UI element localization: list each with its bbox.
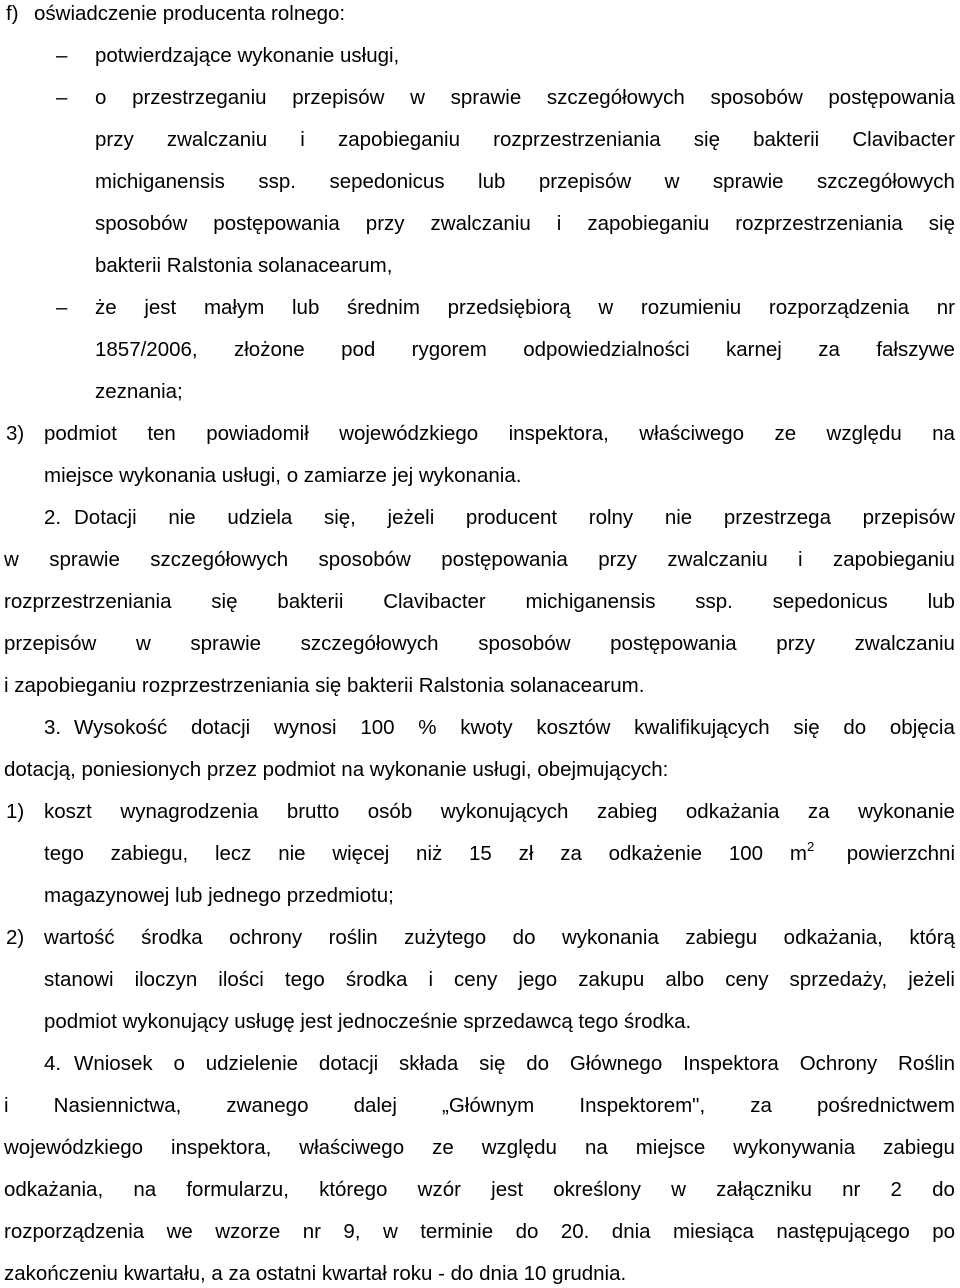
word: wykonujących	[440, 800, 569, 823]
word: jeżeli	[908, 968, 955, 991]
word: o	[95, 86, 107, 109]
word: zwalczaniu	[166, 128, 268, 151]
word: przepisów	[292, 86, 385, 109]
word: określony	[553, 1178, 641, 1201]
word: do	[512, 926, 536, 949]
word: albo	[665, 968, 705, 991]
word: po	[932, 1220, 955, 1243]
word: dalej	[353, 1094, 397, 1117]
word: złożone	[234, 338, 305, 361]
word: zwalczaniu	[667, 548, 768, 571]
word: sposobów	[478, 632, 571, 655]
word: postępowania	[213, 212, 340, 235]
para-3-number: 3.	[44, 716, 62, 739]
word: zł	[518, 842, 534, 865]
word: iloczyn	[134, 968, 198, 991]
word: inspektora,	[508, 422, 609, 445]
bullet-text-line: bakterii Ralstonia solanacearum,	[95, 254, 393, 277]
word: zakupu	[578, 968, 645, 991]
word: nr	[842, 1178, 861, 1201]
word: za	[807, 800, 830, 823]
word: zapobieganiu	[587, 212, 710, 235]
para-3-item-2-label: 2)	[6, 926, 25, 949]
word: do	[526, 1052, 550, 1075]
word: lub	[927, 590, 955, 613]
para-3-item-line	[44, 926, 955, 950]
word: producent	[465, 506, 558, 529]
para-2-line	[4, 632, 955, 656]
word: odkażania,	[783, 926, 883, 949]
word: postępowania	[828, 86, 955, 109]
word: rozprzestrzeniania	[4, 590, 172, 613]
para-3-item-1-label: 1)	[6, 800, 25, 823]
word: Clavibacter	[852, 128, 955, 151]
item-f-text: oświadczenie producenta rolnego:	[34, 2, 346, 25]
word: jeżeli	[387, 506, 435, 529]
word: na	[133, 1178, 157, 1201]
word: 20.	[560, 1220, 590, 1243]
item-3-label: 3)	[6, 422, 25, 445]
word: ceny	[454, 968, 498, 991]
word: miesiąca	[673, 1220, 754, 1243]
word: na	[932, 422, 955, 445]
word: się,	[323, 506, 356, 529]
word: kosztów	[536, 716, 611, 739]
superscript-2: 2	[807, 839, 815, 854]
word: zwalczaniu	[430, 212, 531, 235]
word: sposobów	[710, 86, 803, 109]
word: bakterii	[277, 590, 344, 613]
word: sprawie	[190, 632, 262, 655]
word: formularzu,	[186, 1178, 289, 1201]
word: stanowi	[44, 968, 114, 991]
bullet-text: potwierdzające wykonanie usługi,	[95, 44, 400, 67]
word: sepedonicus	[772, 590, 888, 613]
word: karnej	[726, 338, 782, 361]
para-2-line: i zapobieganiu rozprzestrzeniania się bakterii Ralstonia solanacearum.	[4, 674, 645, 697]
word: szczegółowych	[300, 632, 439, 655]
word: jest	[144, 296, 177, 319]
word: powiadomił	[206, 422, 309, 445]
bullet-text-line	[95, 296, 955, 320]
para-3-line: dotacją, poniesionych przez podmiot na wykonanie usługi, obejmujących:	[4, 758, 669, 781]
bullet-text-line	[95, 170, 955, 194]
word: właściwego	[299, 1136, 405, 1159]
word: środka	[141, 926, 203, 949]
word: jest	[491, 1178, 524, 1201]
word: rozprzestrzeniania	[735, 212, 903, 235]
word: szczegółowych	[546, 86, 685, 109]
word: rozprzestrzeniania	[493, 128, 661, 151]
word: nr	[936, 296, 955, 319]
word: brutto	[286, 800, 340, 823]
word: się	[793, 716, 820, 739]
word: średnim	[347, 296, 420, 319]
word: zwalczaniu	[854, 632, 955, 655]
word: do	[843, 716, 867, 739]
word: przepisów	[4, 632, 97, 655]
word: kwoty	[460, 716, 513, 739]
para-2-line	[4, 548, 955, 572]
word: sprzedaży,	[789, 968, 888, 991]
word: inspektora,	[171, 1136, 272, 1159]
word: ten	[147, 422, 176, 445]
word: załączniku	[716, 1178, 812, 1201]
word: „Głównym	[442, 1094, 535, 1117]
word: więcej	[332, 842, 390, 865]
word: w	[4, 548, 19, 571]
word: bakterii	[753, 128, 820, 151]
word: Inspektora	[683, 1052, 779, 1075]
sup-line-tail: powierzchni	[846, 842, 955, 865]
dash-bullet: –	[56, 44, 68, 67]
word: pośrednictwem	[817, 1094, 955, 1117]
word: udziela	[227, 506, 293, 529]
word: lub	[478, 170, 506, 193]
word: nie	[664, 506, 693, 529]
item-f-label: f)	[6, 2, 19, 25]
para-4-line	[4, 1094, 955, 1118]
word: 1857/2006,	[95, 338, 198, 361]
word: michiganensis	[95, 170, 225, 193]
word: postępowania	[441, 548, 568, 571]
word: wynosi	[273, 716, 337, 739]
bullet-text-line	[95, 212, 955, 236]
word: zabiegu	[883, 1136, 955, 1159]
para-4-number: 4.	[44, 1052, 62, 1075]
word: w	[382, 1220, 398, 1243]
word: odkażenie	[608, 842, 703, 865]
word: ze	[432, 1136, 454, 1159]
word: w	[671, 1178, 686, 1201]
word: Dotacji	[74, 506, 137, 529]
word: na	[584, 1136, 608, 1159]
word: za	[750, 1094, 772, 1117]
bullet-text-line	[95, 338, 955, 362]
word: Clavibacter	[383, 590, 486, 613]
word: zabiegu,	[110, 842, 189, 865]
bullet-text-line: zeznania;	[95, 380, 183, 403]
word: względu	[826, 422, 902, 445]
word: tego	[44, 842, 84, 865]
word: i	[300, 128, 305, 151]
word: sprawie	[450, 86, 522, 109]
para-4-line: zakończeniu kwartału, a za ostatni kwartał roku - do dnia 10 grudnia.	[4, 1262, 627, 1285]
word: do	[515, 1220, 539, 1243]
dash-bullet: –	[56, 86, 68, 109]
word: niż	[416, 842, 443, 865]
word: rozporządzenia	[4, 1220, 145, 1243]
word: lub	[291, 296, 320, 319]
word: koszt	[44, 800, 92, 823]
para-2-line	[4, 590, 955, 614]
word: rozporządzenia	[768, 296, 910, 319]
word: udzielenie	[205, 1052, 299, 1075]
word: rolny	[588, 506, 634, 529]
word: wzorze	[215, 1220, 281, 1243]
word: nie	[168, 506, 196, 529]
word: zużytego	[404, 926, 487, 949]
word: że	[95, 296, 117, 319]
word: sepedonicus	[329, 170, 445, 193]
item-3-line: miejsce wykonania usługi, o zamiarze jej wykonania.	[44, 464, 522, 487]
word: środka	[345, 968, 408, 991]
word: 9,	[343, 1220, 361, 1243]
word: sposobów	[318, 548, 411, 571]
para-4-line	[4, 1136, 955, 1160]
word: do	[932, 1178, 955, 1201]
word: przepisów	[862, 506, 955, 529]
word: ochrony	[229, 926, 303, 949]
word: wynagrodzenia	[120, 800, 259, 823]
word: wykonania	[561, 926, 659, 949]
para-3-item-line	[44, 800, 955, 824]
word: wzór	[417, 1178, 461, 1201]
word: ze	[774, 422, 797, 445]
word: fałszywe	[876, 338, 955, 361]
word: terminie	[420, 1220, 494, 1243]
word: za	[560, 842, 582, 865]
word: i	[428, 968, 433, 991]
sup-line-text	[44, 842, 807, 866]
word: składa	[399, 1052, 459, 1075]
bullet-text-line	[95, 128, 955, 152]
word: przy	[365, 212, 405, 235]
word: zwanego	[226, 1094, 309, 1117]
word: Wysokość	[74, 716, 168, 739]
para-4-line	[4, 1178, 955, 1202]
word: 2	[890, 1178, 902, 1201]
word: się	[479, 1052, 506, 1075]
word: w	[598, 296, 614, 319]
word: kwalifikujących	[634, 716, 770, 739]
word: rygorem	[411, 338, 487, 361]
word: się	[928, 212, 955, 235]
word: w	[664, 170, 680, 193]
word: odkażania,	[4, 1178, 104, 1201]
word: sprawie	[712, 170, 784, 193]
word: miejsce	[635, 1136, 706, 1159]
word: michiganensis	[525, 590, 656, 613]
word: i	[556, 212, 562, 235]
word: podmiot	[44, 422, 117, 445]
word: Wniosek	[74, 1052, 153, 1075]
para-2-line	[74, 506, 955, 530]
word: we	[166, 1220, 193, 1243]
word: %	[418, 716, 437, 739]
word: Głównego	[569, 1052, 663, 1075]
para-4-line	[74, 1052, 955, 1076]
word: zapobieganiu	[338, 128, 460, 151]
word: Roślin	[898, 1052, 955, 1075]
word: Nasiennictwa,	[53, 1094, 182, 1117]
word: ssp.	[695, 590, 733, 613]
word: wartość	[44, 926, 115, 949]
word: osób	[367, 800, 413, 823]
word: dnia	[611, 1220, 651, 1243]
word: 100	[728, 842, 764, 865]
word: wojewódzkiego	[339, 422, 479, 445]
word: tego	[284, 968, 325, 991]
word: objęcia	[889, 716, 955, 739]
word: Ochrony	[799, 1052, 878, 1075]
word: ceny	[725, 968, 769, 991]
word: sprawie	[49, 548, 120, 571]
para-4-line	[4, 1220, 955, 1244]
word: w	[410, 86, 425, 109]
word: w	[135, 632, 151, 655]
word: roślin	[328, 926, 378, 949]
para-3-item-line: podmiot wykonujący usługę jest jednocześnie sprzedawcą tego środka.	[44, 1010, 692, 1033]
word: pod	[341, 338, 376, 361]
word: szczegółowych	[150, 548, 289, 571]
word: zapobieganiu	[832, 548, 955, 571]
dash-bullet: –	[56, 296, 68, 319]
word: nr	[302, 1220, 321, 1243]
word: i	[798, 548, 803, 571]
word: przepisów	[538, 170, 632, 193]
word: o	[173, 1052, 185, 1075]
word: dotacji	[190, 716, 251, 739]
item-3-line	[44, 422, 955, 446]
word: wykonanie	[858, 800, 955, 823]
word: właściwego	[639, 422, 745, 445]
word: którą	[909, 926, 955, 949]
para-3-line	[74, 716, 955, 740]
word: przy	[598, 548, 637, 571]
word: przy	[776, 632, 816, 655]
word: lecz	[214, 842, 252, 865]
word: wojewódzkiego	[4, 1136, 144, 1159]
word: małym	[203, 296, 265, 319]
word: przedsiębiorą	[447, 296, 571, 319]
word: jego	[518, 968, 558, 991]
word: sposobów	[95, 212, 188, 235]
word: którego	[319, 1178, 388, 1201]
word: dotacji	[318, 1052, 379, 1075]
word: się	[211, 590, 238, 613]
word: postępowania	[610, 632, 737, 655]
word: 15	[469, 842, 492, 865]
word: nie	[278, 842, 306, 865]
word: odkażania	[685, 800, 780, 823]
word: ssp.	[258, 170, 296, 193]
word: za	[818, 338, 840, 361]
word: przy	[95, 128, 134, 151]
bullet-text-line	[95, 86, 955, 110]
word: zabieg	[596, 800, 658, 823]
word: względu	[481, 1136, 557, 1159]
word: się	[693, 128, 720, 151]
para-3-item-line: magazynowej lub jednego przedmiotu;	[44, 884, 394, 907]
word: ilości	[218, 968, 264, 991]
word: przestrzega	[723, 506, 831, 529]
word: szczegółowych	[817, 170, 955, 193]
word: zabiegu	[685, 926, 758, 949]
word: rozumieniu	[640, 296, 742, 319]
word: i	[4, 1094, 9, 1117]
para-3-item-line	[44, 968, 955, 992]
word: przestrzeganiu	[132, 86, 267, 109]
word: Inspektorem",	[579, 1094, 706, 1117]
para-3-item-line-with-superscript	[44, 839, 955, 866]
word: następującego	[776, 1220, 910, 1243]
word: 100	[360, 716, 395, 739]
word: odpowiedzialności	[523, 338, 690, 361]
para-2-number: 2.	[44, 506, 62, 529]
word: m	[789, 842, 807, 865]
word: wykonywania	[733, 1136, 856, 1159]
